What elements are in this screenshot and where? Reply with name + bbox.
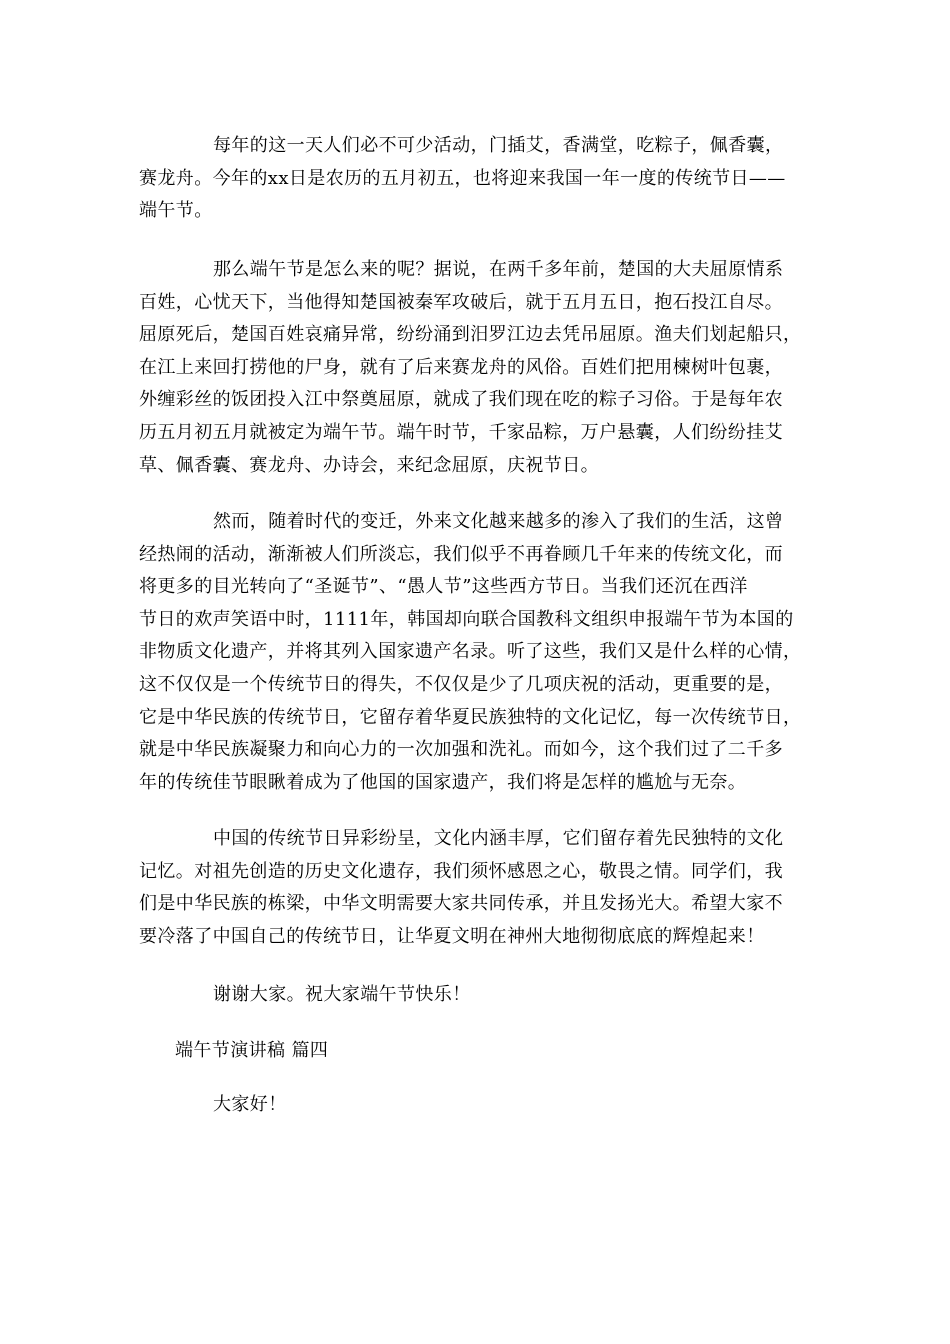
paragraph-line: 屈原死后，楚国百姓哀痛异常，纷纷涌到汨罗江边去凭吊屈原。渔夫们划起船只， — [139, 324, 802, 346]
paragraph-2 — [139, 254, 819, 482]
paragraph-line: 这不仅仅是一个传统节日的得失，不仅仅是少了几项庆祝的活动，更重要的是， — [139, 673, 783, 695]
paragraph-line: 草、佩香囊、赛龙舟、办诗会，来纪念屈原，庆祝节日。 — [139, 454, 599, 476]
paragraph-line: 要冷落了中国自己的传统节日，让华夏文明在神州大地彻彻底底的辉煌起来！ — [139, 925, 765, 947]
paragraph-line: 历五月初五月就被定为端午节。端午时节，千家品粽，万户悬囊，人们纷纷挂艾 — [139, 421, 783, 443]
paragraph-line: 非物质文化遗产，并将其列入国家遗产名录。听了这些，我们又是什么样的心情， — [139, 641, 802, 663]
paragraph-line: 在江上来回打捞他的尸身，就有了后来赛龙舟的风俗。百姓们把用楝树叶包裹， — [139, 356, 783, 378]
paragraph-line: 那么端午节是怎么来的呢？据说，在两千多年前，楚国的大夫屈原情系 — [213, 259, 784, 280]
paragraph-line: 每年的这一天人们必不可少活动，门插艾，香满堂，吃粽子，佩香囊， — [213, 135, 784, 156]
paragraph-4 — [139, 823, 819, 953]
paragraph-line: 经热闹的活动，渐渐被人们所淡忘，我们似乎不再眷顾几千年来的传统文化，而 — [139, 543, 783, 565]
paragraph-1 — [139, 130, 819, 228]
paragraph-line: 将更多的目光转向了“圣诞节”、“愚人节”这些西方节日。当我们还沉在西洋 — [139, 576, 748, 598]
paragraph-line: 然而，随着时代的变迁，外来文化越来越多的渗入了我们的生活，这曾 — [213, 511, 784, 532]
paragraph-3 — [139, 506, 819, 799]
paragraph-line: 端午节。 — [139, 200, 213, 222]
paragraph-line: 百姓，心忧天下，当他得知楚国被秦军攻破后，就于五月五日，抱石投江自尽。 — [139, 291, 783, 313]
closing-line: 谢谢大家。祝大家端午节快乐！ — [213, 984, 471, 1005]
paragraph-line: 赛龙舟。今年的xx日是农历的五月初五，也将迎来我国一年一度的传统节日—— — [139, 167, 786, 189]
paragraph-line: 节日的欢声笑语中时，1111年，韩国却向联合国教科文组织申报端午节为本国的 — [139, 608, 794, 630]
section-heading: 端午节演讲稿 篇四 — [175, 1040, 329, 1061]
paragraph-line: 们是中华民族的栋梁，中华文明需要大家共同传承，并且发扬光大。希望大家不 — [139, 893, 783, 915]
paragraph-line: 就是中华民族凝聚力和向心力的一次加强和洗礼。而如今，这个我们过了二千多 — [139, 739, 783, 761]
paragraph-line: 它是中华民族的传统节日，它留存着华夏民族独特的文化记忆，每一次传统节日， — [139, 706, 802, 728]
paragraph-line: 记忆。对祖先创造的历史文化遗存，我们须怀感恩之心，敬畏之情。同学们，我 — [139, 860, 783, 882]
paragraph-line: 外缠彩丝的饭团投入江中祭奠屈原，就成了我们现在吃的粽子习俗。于是每年农 — [139, 389, 783, 411]
paragraph-line: 中国的传统节日异彩纷呈，文化内涵丰厚，它们留存着先民独特的文化 — [213, 828, 784, 849]
paragraph-line: 年的传统佳节眼瞅着成为了他国的国家遗产，我们将是怎样的尴尬与无奈。 — [139, 771, 747, 793]
greeting-line: 大家好！ — [213, 1094, 287, 1115]
